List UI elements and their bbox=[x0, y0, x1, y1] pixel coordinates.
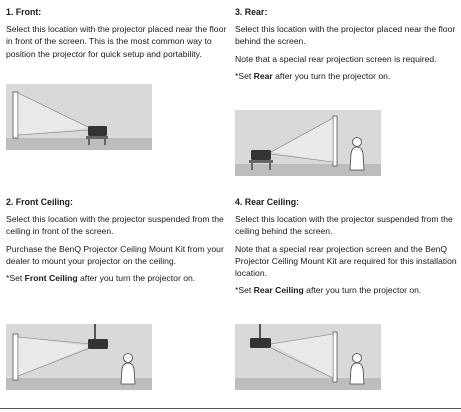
set-note-suffix: after you turn the projector on. bbox=[77, 273, 196, 284]
table-top bbox=[86, 136, 108, 139]
rear-projection-screen bbox=[333, 332, 337, 382]
set-note-setting: Rear Ceiling bbox=[253, 285, 304, 296]
table-leg bbox=[88, 139, 90, 145]
page-divider bbox=[0, 408, 461, 409]
projector bbox=[88, 126, 107, 136]
paragraph: Select this location with the projector suspended from the ceiling behind the screen. bbox=[235, 214, 453, 237]
set-note-setting: Front Ceiling bbox=[24, 273, 78, 284]
paragraph: Select this location with the projector suspended from the ceiling in front of the screen. bbox=[6, 214, 224, 237]
ceiling-mount bbox=[259, 324, 261, 338]
set-note-prefix: *Set bbox=[6, 273, 25, 284]
projection-screen bbox=[13, 92, 18, 138]
section-title: 1. Front: bbox=[6, 7, 42, 17]
section-title: 3. Rear: bbox=[235, 7, 268, 17]
section-title: 2. Front Ceiling: bbox=[6, 197, 73, 207]
floor bbox=[6, 138, 152, 150]
section-front-ceiling bbox=[6, 196, 228, 289]
rear-ceiling-setup-illustration bbox=[235, 324, 381, 390]
table-leg bbox=[251, 163, 253, 170]
set-note-suffix: after you turn the projector on. bbox=[272, 70, 391, 81]
set-note-setting: Rear bbox=[253, 70, 273, 81]
set-note-suffix: after you turn the projector on. bbox=[303, 285, 422, 296]
projector bbox=[88, 339, 108, 349]
paragraph: Note that a special rear projection screen is required. bbox=[235, 53, 437, 64]
paragraph: Select this location with the projector placed near the floor behind the screen. bbox=[235, 24, 456, 47]
paragraph: Purchase the BenQ Projector Ceiling Mount Kit from your dealer to mount your projector on the ceiling. bbox=[6, 243, 224, 266]
projector bbox=[250, 338, 271, 348]
ceiling-mount bbox=[94, 324, 96, 339]
table-leg bbox=[269, 163, 271, 170]
front-ceiling-setup-illustration bbox=[6, 324, 152, 390]
set-note bbox=[235, 70, 457, 82]
front-setup-illustration bbox=[6, 84, 152, 150]
table-top bbox=[249, 160, 273, 163]
projector bbox=[251, 150, 271, 160]
projection-screen bbox=[13, 334, 18, 380]
set-note-prefix: *Set bbox=[235, 70, 254, 81]
set-note-prefix: *Set bbox=[235, 285, 254, 296]
paragraph: Select this location with the projector placed near the floor in front of the screen. This is the most common way to position the projector for quick setup and portability. bbox=[6, 24, 227, 59]
section-rear bbox=[235, 6, 457, 87]
rear-setup-illustration bbox=[235, 110, 381, 176]
section-title: 4. Rear Ceiling: bbox=[235, 197, 300, 207]
set-note bbox=[6, 272, 228, 284]
table-leg bbox=[104, 139, 106, 145]
section-rear-ceiling bbox=[235, 196, 457, 301]
set-note bbox=[235, 284, 457, 296]
paragraph: Note that a special rear projection screen and the BenQ Projector Ceiling Mount Kit are required for this installation location. bbox=[235, 243, 457, 279]
rear-projection-screen bbox=[333, 116, 337, 166]
section-front bbox=[6, 6, 228, 65]
